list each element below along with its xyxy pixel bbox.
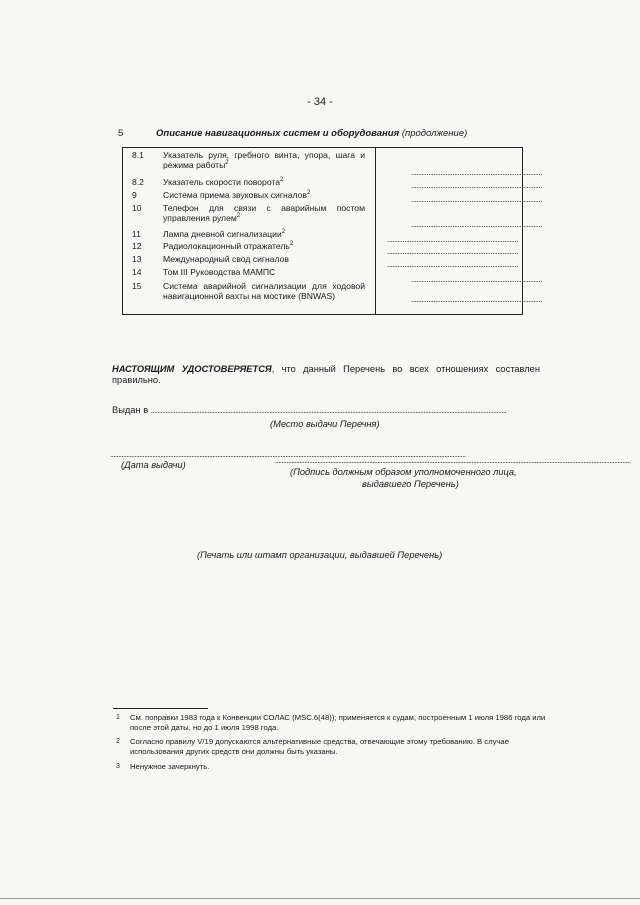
page-number: - 34 -	[307, 96, 333, 108]
section-number: 5	[118, 128, 124, 139]
row-fill-dots: ............................................................................	[411, 181, 542, 190]
row-number: 13	[132, 254, 142, 264]
row-name: Указатель руля, гребного винта, упора, шага и режима работы$^2$	[163, 150, 365, 170]
table-column-divider	[375, 148, 376, 314]
row-fill-dots: ............................................................................	[411, 275, 542, 284]
row-name: Система аварийной сигнализации для ходовой навигационной вахты на мостике (BNWAS)	[163, 281, 365, 301]
date-dots: ...........................................................................................................................................................................................................................	[110, 450, 466, 459]
section-continuation: (продолжение)	[401, 128, 468, 139]
row-number: 11	[132, 229, 141, 239]
row-number: 9	[132, 190, 137, 200]
row-fill-dots: ............................................................................	[387, 260, 518, 269]
certification-caps: НАСТОЯЩИМ УДОСТОВЕРЯЕТСЯ	[112, 364, 272, 374]
place-caption: (Место выдачи Перечня)	[270, 419, 380, 429]
signature-caption-line-1: (Подпись должным образом уполномоченного лица,	[290, 467, 517, 477]
stamp-caption: (Печать или штамп организации, выдавшей Перечень)	[197, 550, 443, 560]
footnote-number: 2	[116, 738, 120, 745]
section-heading	[118, 128, 467, 139]
footnote-text: См. поправки 1983 года к Конвенции СОЛАС (MSC.6(48)); применяется к судам, построенным 1 июля 1986 года или после этой даты, но до 1 июля 1998 года.	[130, 713, 546, 732]
row-fill-dots: ............................................................................	[411, 195, 542, 204]
row-name: Радиолокационный отражатель$^2$	[163, 241, 294, 251]
row-name: Том III Руководства МАМПС	[163, 267, 276, 277]
row-fill-dots: ............................................................................	[411, 295, 542, 304]
row-number: 12	[132, 241, 142, 251]
row-fill-dots: ............................................................................	[387, 247, 518, 256]
row-name: Лампа дневной сигнализации$^2$	[163, 229, 286, 239]
row-number: 15	[132, 281, 142, 291]
footnote-number: 3	[116, 763, 120, 770]
row-number: 14	[132, 267, 142, 277]
certification-text: , что данный Перечень во всех отношениях составлен правильно.	[112, 364, 540, 385]
signature-dots: ...........................................................................................................................................................................................................................	[275, 456, 631, 465]
footnote-number: 1	[116, 714, 120, 721]
equipment-table	[122, 147, 542, 315]
row-number: 10	[132, 203, 142, 213]
date-caption: (Дата выдачи)	[121, 460, 186, 470]
footnote-text: Ненужное зачеркнуть.	[130, 762, 210, 771]
certification-statement	[112, 364, 540, 386]
footnote-text: Согласно правилу V/19 допускаются альтернативные средства, отвечающие этому требованию. В случае использования других средств они должны быть указаны.	[130, 737, 509, 756]
row-fill-dots: ............................................................................	[411, 220, 542, 229]
issued-place-dots: ...........................................................................................................................................................................................................................	[150, 406, 507, 415]
issued-label: Выдан в	[112, 405, 149, 415]
scan-edge-line	[0, 898, 640, 899]
row-fill-dots: ............................................................................	[411, 168, 542, 177]
section-title: Описание навигационных систем и оборудования	[156, 128, 400, 139]
row-number: 8.1	[132, 150, 144, 160]
row-name: Международный свод сигналов	[163, 254, 289, 264]
row-fill-dots: ............................................................................	[387, 235, 518, 244]
row-number: 8.2	[132, 177, 144, 187]
footnote-rule	[113, 708, 208, 709]
row-name: Система приема звуковых сигналов$^2$	[163, 190, 311, 200]
row-name: Телефон для связи с аварийным постом управления рулем$^2$	[163, 203, 365, 223]
row-name: Указатель скорости поворота$^2$	[163, 177, 284, 187]
issued-at-line	[112, 405, 540, 415]
signature-caption-line-2: выдавшего Перечень)	[362, 479, 459, 489]
